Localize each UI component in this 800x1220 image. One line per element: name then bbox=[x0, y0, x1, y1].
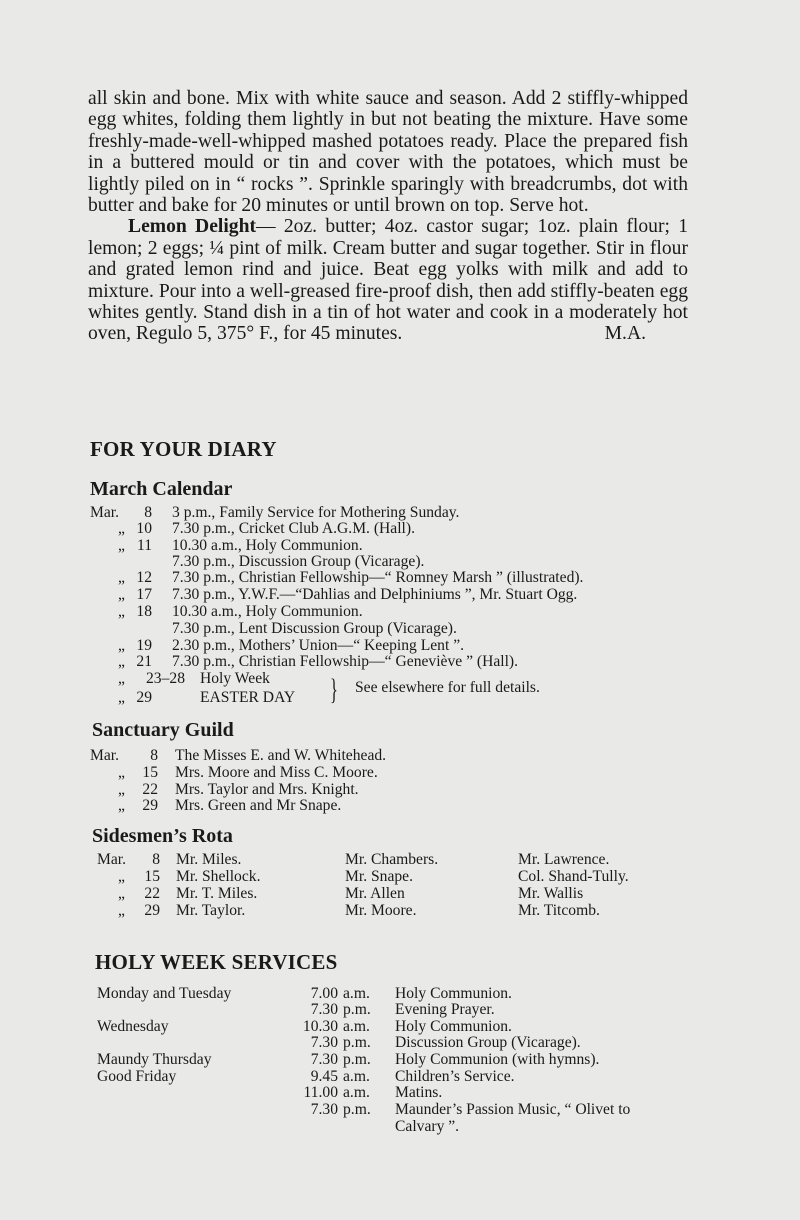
recipe-body: — 2oz. butter; 4oz. castor sugar; 1oz. plain flour; 1 lemon; 2 eggs; ¼ pint of milk. Cream butter and sugar together. Stir in flour and grated lemon rind and juice. Beat egg yolks with milk and add to mixture. Pour into a well-greased fire-proof dish, then add stiffly-beaten egg whites gently. Stand dish in a tin of hot water and cook in a moderately hot oven, Regulo 5, 375° F., for 45 minutes. bbox=[88, 216, 688, 345]
brace-note: See elsewhere for full details. bbox=[355, 679, 540, 696]
recipe-text bbox=[88, 88, 688, 345]
brace-icon: } bbox=[330, 673, 338, 706]
march-calendar-heading: March Calendar bbox=[90, 478, 233, 500]
document-page: all skin and bone. Mix with white sauce and season. Add 2 stiffly-whipped egg whites, folding them lightly in but not beating the mixture. Have some freshly-made-well-whipped mashed potatoes ready. Place the prepared fish in a buttered mould or tin and cover with the potatoes, which must be lightly piled on in “ rocks ”. Sprinkle sparingly with breadcrumbs, dot with butter and bake for 20 minutes or until brown on top. Serve hot. Lemon Delight— 2oz. butter; 4oz. castor sugar; 1oz. plain flour; 1 lemon; 2 eggs; ¼ pint of milk. Cream butter and sugar together. Stir in flour and grated lemon rind and juice. Beat egg yolks with milk and add to mixture. Pour into a well-greased fire-proof dish, then add stiffly-beaten egg whites gently. Stand dish in a tin of hot water and cook in a moderately hot oven, Regulo 5, 375° F., for 45 minutes. M.A. FOR YOUR DIARY March Calendar Mar. 8 3 p.m., Family Service for Mothering Sunday. „ 10 7.30 p.m., Cricket Club A.G.M. (Hall). „ 11 10.30 a.m., Holy Communion. 7.30 p.m., Discussion Group (Vicarage). „ 12 7.30 p.m., Christian Fellowship—“ Romney Marsh ” (illustrated). „ 17 7.30 p.m., Y.W.F.—“Dahlias and Delphiniums ”, Mr. Stuart Ogg. „ 18 10.30 a.m., Holy Communion. 7.30 p.m., Lent Discussion Group (Vicarage). „ 19 2.30 p.m., Mothers’ Union—“ Keeping Lent ”. „ 21 7.30 p.m., Christian Fellowship—“ Geneviève ” (Hall). „ 23–28 Holy Week „ 29 EASTER DAY } See elsewhere for full details. Sanctuary Guild Mar. 8 The Misses E. and W. Whitehead. „ 15 Mrs. Moore and Miss C. Moore. „ 22 Mrs. Taylor and Mrs. Knight. „ 29 Mrs. Green and Mr Snape. Sidesmen’s Rota Mar. 8 Mr. Miles. Mr. Chambers. Mr. Lawrence. „ 15 Mr. Shellock. Mr. Snape. Col. Shand-Tully. „ 22 Mr. T. Miles. Mr. Allen Mr. Wallis „ 29 Mr. Taylor. Mr. Moore. Mr. Titcomb. HOLY WEEK SERVICES Monday and Tuesday 7.00 a.m. Holy Communion. 7.30 p.m. Evening Prayer. Wednesday 10.30 a.m. Holy Communion. 7.30 p.m. Discussion Group (Vicarage). Maundy Thursday 7.30 p.m. Holy Communion (with hymns). Good Friday 9.45 a.m. Children’s Service. 11.00 a.m. Matins. 7.30 p.m. Maunder’s Passion Music, “ Olivet to Calvary ”. bbox=[88, 88, 688, 1135]
sanctuary-guild-heading: Sanctuary Guild bbox=[92, 719, 234, 741]
diary-heading: FOR YOUR DIARY bbox=[90, 437, 277, 461]
recipe-signature: M.A. bbox=[604, 323, 646, 345]
sidesmen-rota-heading: Sidesmen’s Rota bbox=[92, 825, 233, 847]
recipe-title: Lemon Delight bbox=[128, 216, 257, 238]
holy-week-heading: HOLY WEEK SERVICES bbox=[95, 950, 338, 974]
recipe-paragraph-2 bbox=[88, 216, 688, 344]
recipe-paragraph-1: all skin and bone. Mix with white sauce and season. Add 2 stiffly-whipped egg whites, folding them lightly in but not beating the mixture. Have some freshly-made-well-whipped mashed potatoes ready. Place the prepared fish in a buttered mould or tin and cover with the potatoes, which must be lightly piled on in “ rocks ”. Sprinkle sparingly with breadcrumbs, dot with butter and bake for 20 minutes or until brown on top. Serve hot. bbox=[88, 88, 688, 217]
